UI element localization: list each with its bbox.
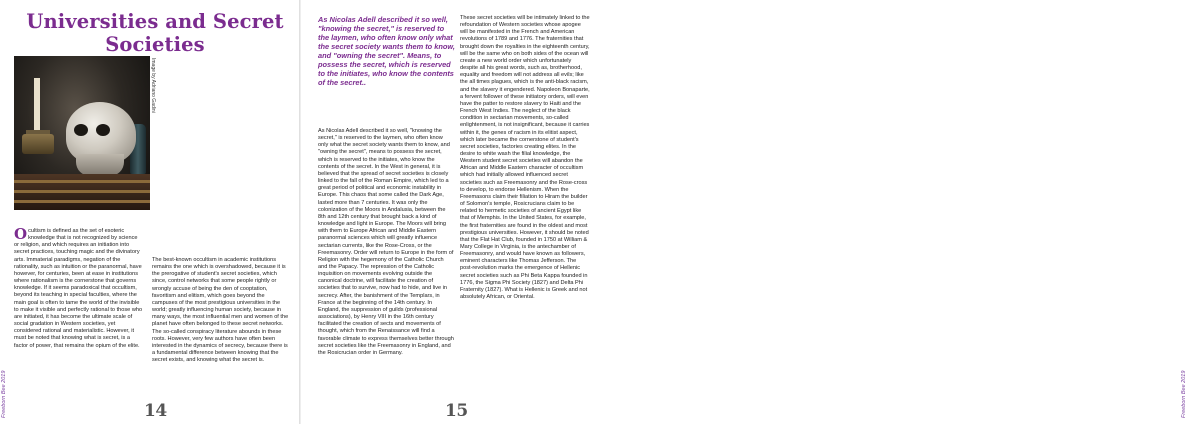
left-page-column-1 [14, 225, 144, 350]
left-margin-strip [0, 0, 10, 424]
book-spine-line [14, 200, 150, 203]
article-title: Universities and Secret Societies [26, 10, 284, 56]
photo-credit: Image by Adriano Gadini [150, 58, 156, 113]
right-margin-strip [590, 0, 1187, 424]
column-1-text: cultism is defined as the set of esoteric knowledge that is not recognized by science or religion, and which requires an initiation into secret practices, touching magic and the divinatory arts. Immaterial paradigms, negation of the rationality, such as intuition or the paranormal, have however, for centuries, been at ease in institutions where rationalism is the cornerstone that governs knowledge. If it seems paradoxical that occultism, beyond its teaching in special faculties, where the main goal is often to tame the world of the invisible to make it visible and perfectly rational to those who are initiated, it has become the ultimate scale of social gradation in Western societies, yet considered rational and materialistic. However, it must be noted that knowing what is secret, is a factor of power, that remains the opium of the elite. [14, 228, 143, 349]
left-page-column-2: The best-known occultism in academic institutions remains the one which is overshadowed, because it is the prerogative of student's secret societies, which since, control networks that some people rightly or wrongly accuse of being the den of cooptation, favoritism and elitism, which goes beyond the campuses of the most prestigious universities in the world; greatly influencing human society, because in many ways, the most influential men and women of the planet have often belonged to these secret networks. The so-called conspiracy literature abounds in these roots. However, very few authors have often been interested in the dynamics of secrecy, because there is a fundamental difference between knowing that the secret exists, and knowing what the secret is. [152, 257, 289, 364]
candle-shape [34, 78, 40, 134]
skull-jaw [76, 154, 124, 176]
page-number-right: 15 [445, 401, 468, 421]
page-number-left: 14 [144, 401, 167, 421]
right-page-column-2: These secret societies will be intimately linked to the refoundation of Western societies whose apogee will be manifested in the French and American revolutions of 1789 and 1776. The fraternities that brought down the royalties in the eighteenth century, will be the same who on both sides of the ocean will create a new world order which unfortunately despite all his great words, such as, brotherhood, equality and freedom will not address all evils; like the all times plagues, which is the anti-black racism, and the slavery it engendered. Napoleon Bonaparte, a fervent follower of these initiatory orders, will even have the patter to restore slavery to Haiti and the French West Indies. The neglect of the black condition in sectarian movements, so-called enlightenment, is not insignificant, because it carries within it, the genes of racism in its elitist aspect, which later became the cornerstone of student's secret societies, factories creating elites. In the desire to white wash the filial knowledge, the Western student secret societies will abandon the African and Middle Eastern character of occultism which had initially allowed influenced secret societies such as Freemasonry and the Rose-cross to develop, to endorse Hellenism. When the Freemasons claim their filiation to Hiram the builder of Solomon's temple, Rosicrucians claim to be related to hermetic societies of ancient Egypt like that of Memphis. In the United States, for example, the first fraternities are found in the oldest and most prestigious universities. However, it should be noted that the Flat Hat Club, founded in 1750 at William & Mary College in Virginia, is the antechamber of Freemasonry, and would have known as followers, eminent characters like Thomas Jefferson. The post-revolution marks the emergence of Hellenic secret societies such as Phi Beta Kappa founded in 1776, the Sigma Phi Society (1827) and Delta Phi Fraternity (1827). What is Hellenic is Greek and not absolutely African, or Oriental. [460, 15, 590, 301]
book-spine-line [14, 180, 150, 183]
right-margin-label: Freeborn Bee 2019 [1181, 370, 1187, 418]
book-spine-line [14, 190, 150, 193]
skull-right-eye [96, 124, 110, 136]
candle-holder-base [22, 134, 54, 154]
page-gutter [299, 0, 301, 424]
skull-left-eye [74, 124, 88, 136]
drop-cap: O [14, 225, 28, 243]
right-page-column-1: As Nicolas Adell described it so well, "knowing the secret," is reserved to the laymen, who often know only what the secret society wants them to know, and "owning the secret", means to possess the secret, which is reserved to the initiates, who know the contents of the secret. In the West in general, it is believed that the spread of secret societies is closely linked to the fall of the Roman Empire, which led to a great period of political and economic instability in Europe. This chaos that some called the Dark Age, lasted more than 7 centuries. It was only the colonization of the Moors in Andalusia, between the 8th and 12th century that brought back a kind of knowledge and light in Europe. The Moors will bring with them to Europe African and Middle Eastern paranormal sciences which will greatly influence sectarian currents, like the Rose-Cross, or the Freemasonry. Order will return to Europe in the form of Religion with the hegemony of the Catholic Church and the Papacy. The repression of the Catholic inquisition on movements evolving outside the canonical doctrine, will facilitate the creation of societies that to survive, now had to hide, and live in secrecy. After, the banishment of the Templars, in France at the beginning of the 14th century. In England, the suppression of guilds (professional associations), by Henry VIII in the 16th century facilitated the creation of sects and movements of thought, which from the Renaissance will find a favorable climate to express themselves better through secret societies like the Freemasonry in England, and the Rosicrucian order in Germany. [318, 128, 454, 356]
left-margin-label: Freeborn Bee 2019 [1, 370, 7, 418]
skull-still-life-photo [14, 56, 150, 210]
pull-quote: As Nicolas Adell described it so well, "knowing the secret," is reserved to the laymen, who often know only what the secret society wants them to know, and "owning the secret". Means, to possess the secret, which is reserved to the initiates, who know the contents of the secret.. [318, 15, 455, 88]
